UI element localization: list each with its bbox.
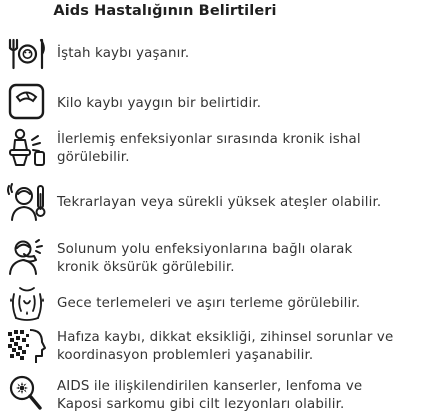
symptom-item-night-sweats	[0, 284, 439, 324]
toilet-diarrhea-icon	[6, 128, 48, 168]
symptom-text: Solunum yolu enfeksiyonlarına bağlı olarak	[57, 242, 353, 257]
symptom-text: görülebilir.	[57, 150, 130, 165]
symptom-item-weight-loss	[0, 82, 439, 122]
symptom-text: Kilo kaybı yaygın bir belirtidir.	[57, 96, 262, 111]
brain-memory-icon	[6, 326, 48, 366]
symptom-item-appetite	[0, 34, 439, 74]
symptom-text: Gece terlemeleri ve aşırı terleme görülebilir.	[57, 296, 361, 311]
symptom-item-diarrhea	[0, 128, 439, 172]
symptom-item-skin-lesions	[0, 373, 439, 417]
symptom-text: İlerlemiş enfeksiyonlar sırasında kronik ishal	[57, 132, 361, 147]
fever-thermometer-icon	[6, 182, 48, 222]
page-title: Aids Hastalığının Belirtileri	[53, 3, 277, 19]
symptom-text: kronik öksürük görülebilir.	[57, 260, 235, 275]
symptom-item-fever	[0, 180, 439, 224]
weighing-scale-icon	[6, 82, 48, 122]
symptom-text: koordinasyon problemleri yaşanabilir.	[57, 348, 314, 363]
sweating-body-icon	[6, 284, 48, 324]
symptom-text: Kaposi sarkomu gibi cilt lezyonları olabilir.	[57, 397, 345, 412]
symptom-item-cognitive	[0, 326, 439, 370]
symptom-text: Hafıza kaybı, dikkat eksikliği, zihinsel sorunlar ve	[57, 330, 394, 345]
skin-magnifier-icon	[6, 373, 48, 413]
symptom-text: Tekrarlayan veya sürekli yüksek ateşler olabilir.	[57, 195, 382, 210]
cough-person-icon	[6, 236, 48, 276]
symptom-text: AIDS ile ilişkilendirilen kanserler, lenfoma ve	[57, 379, 363, 394]
symptom-text: İştah kaybı yaşanır.	[57, 46, 190, 61]
utensils-plate-icon	[6, 34, 48, 74]
symptom-item-cough	[0, 236, 439, 280]
